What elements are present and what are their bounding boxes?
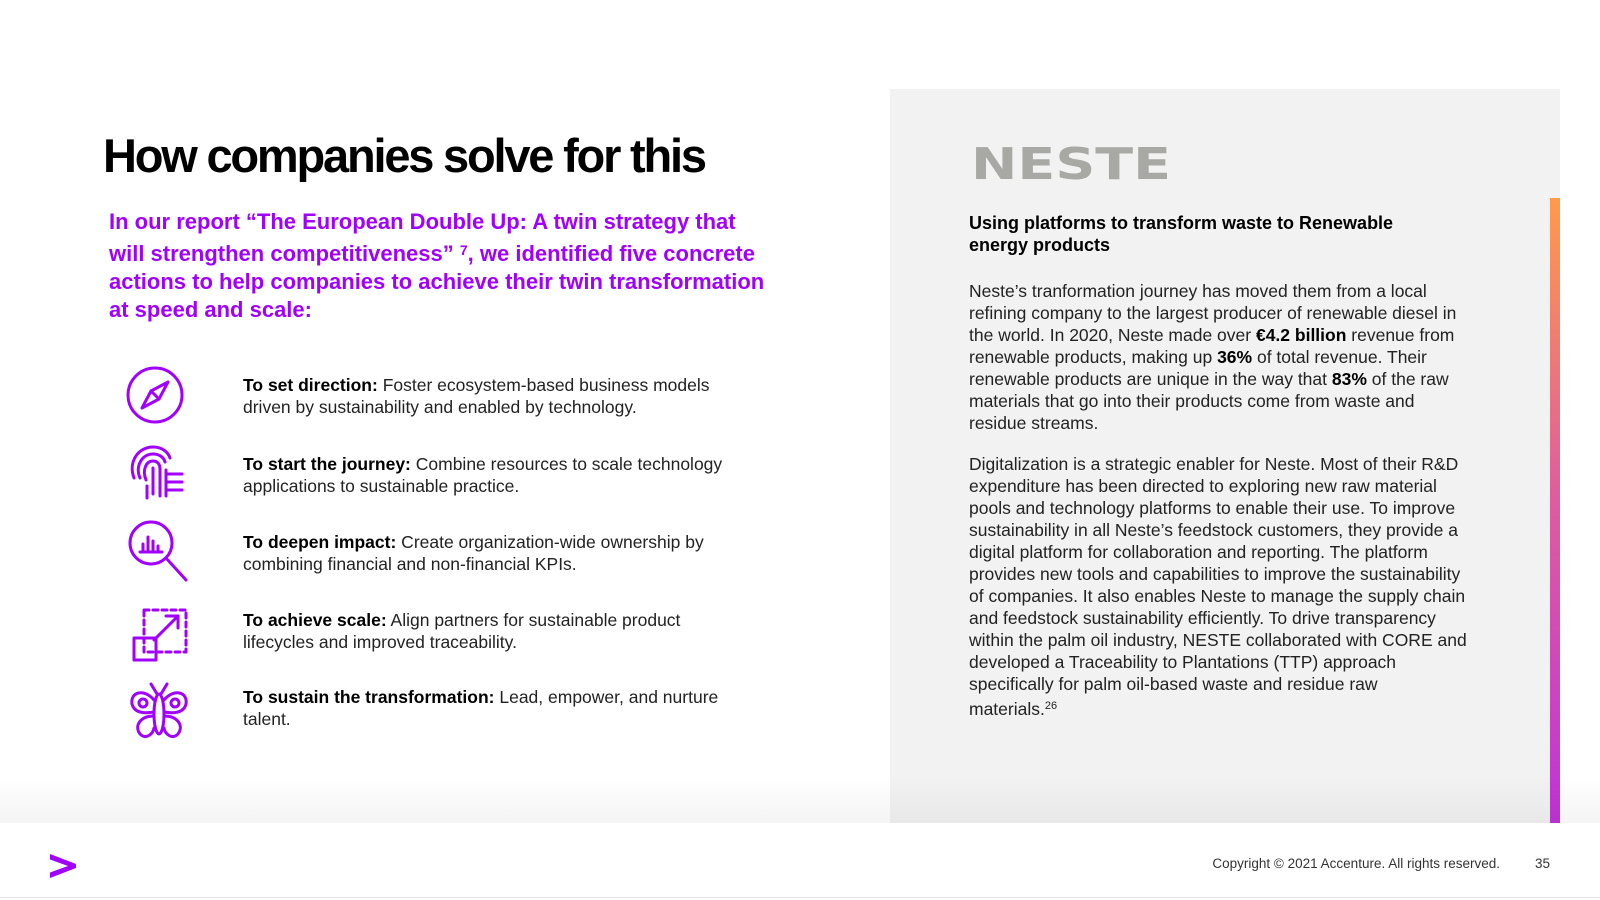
action-item	[243, 609, 753, 653]
action-label: To start the journey:	[243, 454, 411, 474]
case-study-heading: Using platforms to transform waste to Renewable energy products	[969, 213, 1394, 255]
text-run: of total revenue. Their renewable products are unique in the way that	[969, 347, 1427, 389]
text-run: Digitalization is a strategic enabler for Neste. Most of their R&D expenditure has been directed to exploring new raw material pools and technology platforms to enable their use. To improve sustainability in all Neste’s feedstock customers, they provide a digital platform for collaboration and reporting. The platform provides new tools and capabilities to improve the sustainability of companies. It also enables Neste to manage the supply chain and feedstock sustainability efficiently. To drive transparency within the palm oil industry, NESTE collaborated with CORE and developed a Traceability to Plantations (TTP) approach specifically for palm oil-based waste and residue raw materials.	[969, 454, 1467, 719]
case-study-paragraph-2	[969, 453, 1469, 720]
magnifier-chart-icon	[124, 518, 190, 584]
text-run: Neste’s tranformation journey has moved them from a local refining company to the largest producer of renewable diesel in the world. In 2020, Neste made over	[969, 281, 1457, 345]
highlight-waste-share: 83%	[1331, 369, 1367, 389]
bottom-divider	[0, 897, 1600, 898]
text-run: revenue from renewable products, making up	[969, 325, 1455, 367]
action-description: Create organization-wide ownership by combining financial and non-financial KPIs.	[243, 532, 704, 574]
compass-icon	[122, 362, 188, 428]
action-label: To sustain the transformation:	[243, 687, 495, 707]
intro-text-end: , we identified five concrete actions to help companies to achieve their twin transformation at speed and scale:	[109, 241, 765, 322]
neste-logo	[971, 143, 1176, 185]
page-number: 35	[1534, 856, 1550, 871]
butterfly-icon	[126, 680, 192, 746]
fingerprint-icon	[122, 440, 188, 506]
action-label: To achieve scale:	[243, 610, 387, 630]
accent-gradient-bar	[1550, 198, 1560, 825]
neste-logo-wordmark: NESTE	[971, 143, 1171, 185]
action-item	[243, 531, 753, 575]
page-title: How companies solve for this	[103, 129, 705, 182]
intro-paragraph	[109, 208, 769, 324]
action-label: To set direction:	[243, 375, 378, 395]
accenture-chevron-icon	[49, 852, 77, 880]
action-item	[243, 374, 753, 418]
case-study-paragraph-1	[969, 280, 1469, 434]
action-item	[243, 453, 753, 497]
footnote-ref: 7	[459, 242, 468, 258]
copyright-notice: Copyright © 2021 Accenture. All rights reserved.	[1212, 856, 1500, 871]
action-label: To deepen impact:	[243, 532, 397, 552]
footnote-ref: 26	[1044, 700, 1058, 712]
highlight-revenue-share: 36%	[1217, 347, 1253, 367]
action-description: Lead, empower, and nurture talent.	[243, 687, 719, 729]
action-description: Combine resources to scale technology applications to sustainable practice.	[243, 454, 723, 496]
text-run: of the raw materials that go into their products come from waste and residue streams.	[969, 369, 1449, 433]
neste-logo-image	[971, 143, 1176, 185]
scale-up-icon	[128, 602, 194, 668]
action-description: Foster ecosystem-based business models driven by sustainability and enabled by technology.	[243, 375, 710, 417]
highlight-revenue: €4.2 billion	[1255, 325, 1347, 345]
action-item	[243, 686, 753, 730]
action-description: Align partners for sustainable product lifecycles and improved traceability.	[243, 610, 681, 652]
intro-text-start: In our report “The European Double Up: A twin strategy that will strengthen competitiveness”	[109, 209, 736, 266]
footer-shadow	[0, 775, 1600, 825]
